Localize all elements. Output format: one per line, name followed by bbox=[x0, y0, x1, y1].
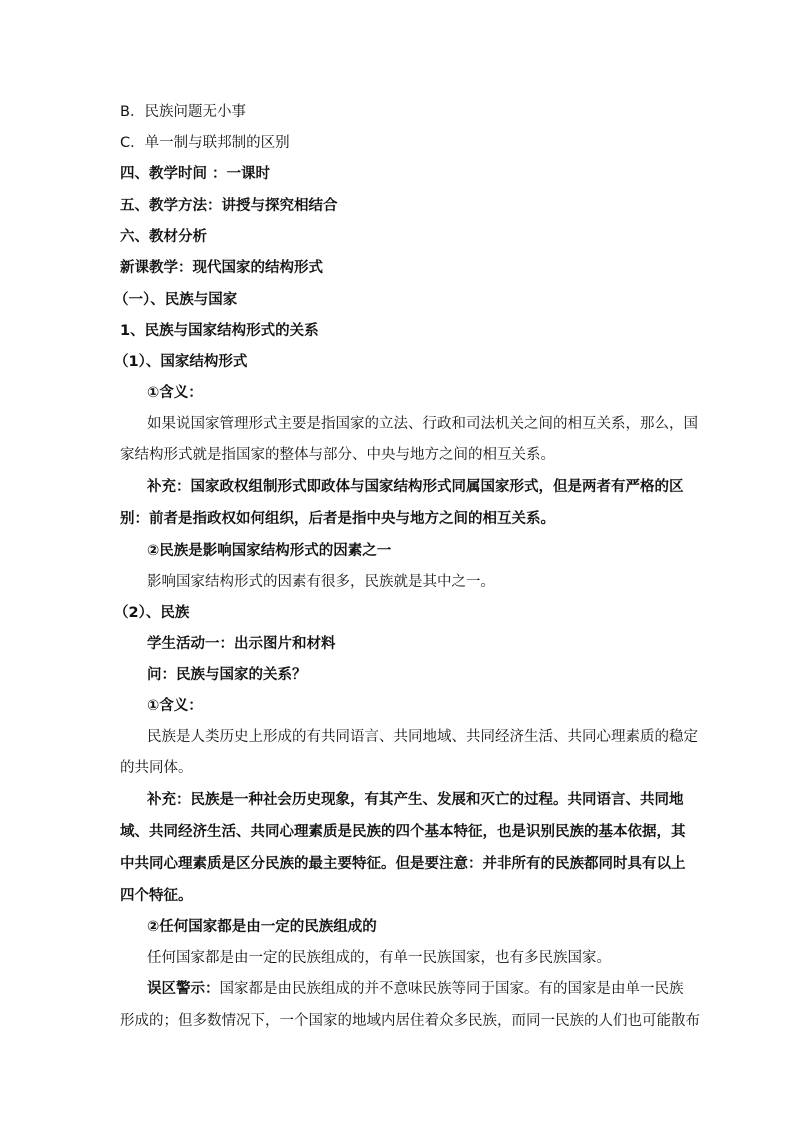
section-heading: 六、教材分析 bbox=[120, 229, 207, 245]
section-heading: （2）、民族 bbox=[114, 605, 190, 621]
subheading: 问：民族与国家的关系？ bbox=[147, 667, 307, 683]
subheading: ①含义： bbox=[147, 698, 203, 714]
subheading: ②民族是影响国家结构形式的因素之一 bbox=[147, 543, 392, 559]
text-line: 任何国家都是由一定的民族组成的，有单一民族国家，也有多民族国家。 bbox=[147, 950, 611, 966]
subheading: 学生活动一：出示图片和材料 bbox=[147, 636, 336, 652]
section-heading: 四、教学时间 ：一课时 bbox=[120, 166, 271, 182]
text-line: 补充：国家政权组制形式即政体与国家结构形式同属国家形式，但是两者有严格的区 bbox=[147, 479, 684, 495]
text-line: C．单一制与联邦制的区别 bbox=[120, 135, 290, 151]
text-line: B．民族问题无小事 bbox=[120, 104, 246, 120]
text-line: 中共同心理素质是区分民族的最主要特征。但是要注意：并非所有的民族都同时具有以上 bbox=[120, 856, 686, 872]
text-line: 民族是人类历史上形成的有共同语言、共同地域、共同经济生活、共同心理素质的稳定 bbox=[147, 729, 698, 745]
subheading: ①含义： bbox=[147, 385, 203, 401]
text-line: 形成的；但多数情况下，一个国家的地域内居住着众多民族，而同一民族的人们也可能散布 bbox=[120, 1013, 700, 1029]
warning-label: 误区警示： bbox=[147, 981, 220, 997]
text-line: 别：前者是指政权如何组织，后者是指中央与地方之间的相互关系。 bbox=[120, 511, 555, 527]
warning-text: 国家都是由民族组成的并不意味民族等同于国家。有的国家是由单一民族 bbox=[219, 981, 684, 997]
text-line: 如果说国家管理形式主要是指国家的立法、行政和司法机关之间的相互关系，那么，国 bbox=[147, 416, 698, 432]
text-line: 四个特征。 bbox=[120, 888, 193, 904]
text-line: 域、共同经济生活、共同心理素质是民族的四个基本特征，也是识别民族的基本依据，其 bbox=[120, 824, 686, 840]
text-line: 家结构形式就是指国家的整体与部分、中央与地方之间的相互关系。 bbox=[120, 447, 555, 463]
text-line bbox=[147, 979, 684, 999]
section-heading: 1、民族与国家结构形式的关系 bbox=[120, 323, 319, 339]
text-line: 影响国家结构形式的因素有很多，民族就是其中之一。 bbox=[147, 574, 495, 590]
section-heading: （一）、民族与国家 bbox=[114, 292, 238, 308]
text-line: 补充：民族是一种社会历史现象，有其产生、发展和灭亡的过程。共同语言、共同地 bbox=[147, 792, 684, 808]
text-line: 的共同体。 bbox=[120, 760, 193, 776]
subheading: ②任何国家都是由一定的民族组成的 bbox=[147, 919, 377, 935]
section-heading: 新课教学：现代国家的结构形式 bbox=[120, 260, 323, 276]
section-heading: （1）、国家结构形式 bbox=[114, 354, 248, 370]
section-heading: 五、教学方法：讲授与探究相结合 bbox=[120, 198, 338, 214]
